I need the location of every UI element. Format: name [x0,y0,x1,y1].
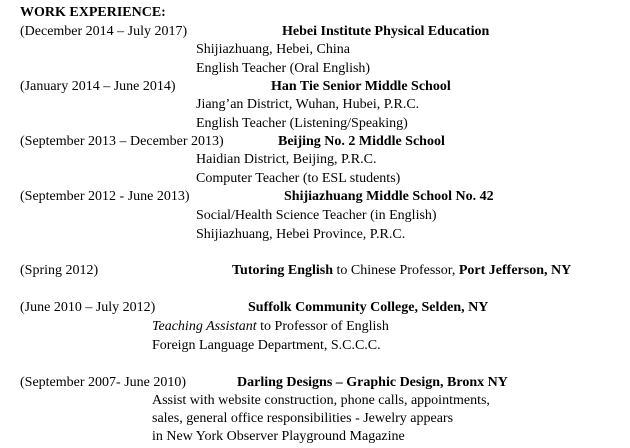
job-employer: Suffolk Community College, Selden, NY [248,300,489,315]
section-heading: WORK EXPERIENCE: [20,5,166,20]
job-employer [232,262,571,280]
job-dates: (September 2012 - June 2013) [20,189,190,204]
job-dates: (September 2007- June 2010) [20,375,187,390]
employer-bold-part: Port Jefferson, NY [458,263,572,278]
employer-bold-part: Tutoring English [232,263,334,278]
job-dates: (January 2014 – June 2014) [20,79,176,94]
job-detail: Jiang’an District, Wuhan, Hubei, P.R.C. [196,97,420,112]
job-detail: Foreign Language Department, S.C.C.C. [152,338,381,353]
employer-plain-part: to Chinese Professor, [333,263,459,278]
job-employer: Hebei Institute Physical Education [282,24,490,39]
job-detail: Computer Teacher (to ESL students) [196,171,401,186]
job-dates: (Spring 2012) [20,263,99,278]
job-employer: Darling Designs – Graphic Design, Bronx NY [237,375,508,390]
job-detail: Haidian District, Beijing, P.R.C. [196,152,377,167]
job-detail: Shijiazhuang, Hebei Province, P.R.C. [196,227,406,242]
job-dates: (June 2010 – July 2012) [20,300,156,315]
job-detail: English Teacher (Listening/Speaking) [196,116,408,131]
job-detail: English Teacher (Oral English) [196,61,371,76]
detail-italic-part: Teaching Assistant [152,319,257,334]
job-detail: in New York Observer Playground Magazine [152,429,405,444]
job-detail: Social/Health Science Teacher (in English) [196,208,437,223]
job-employer: Shijiazhuang Middle School No. 42 [284,189,494,204]
job-detail: Assist with website construction, phone calls, appointments, [152,393,490,408]
detail-plain-part: to Professor of English [256,319,389,334]
job-detail [152,318,389,336]
job-employer: Han Tie Senior Middle School [271,79,451,94]
job-dates: (December 2014 – July 2017) [20,24,188,39]
job-detail: sales, general office responsibilities - Jewelry appears [152,411,454,426]
job-detail: Shijiazhuang, Hebei, China [196,42,350,57]
job-employer: Beijing No. 2 Middle School [278,134,445,149]
job-dates: (September 2013 – December 2013) [20,134,224,149]
